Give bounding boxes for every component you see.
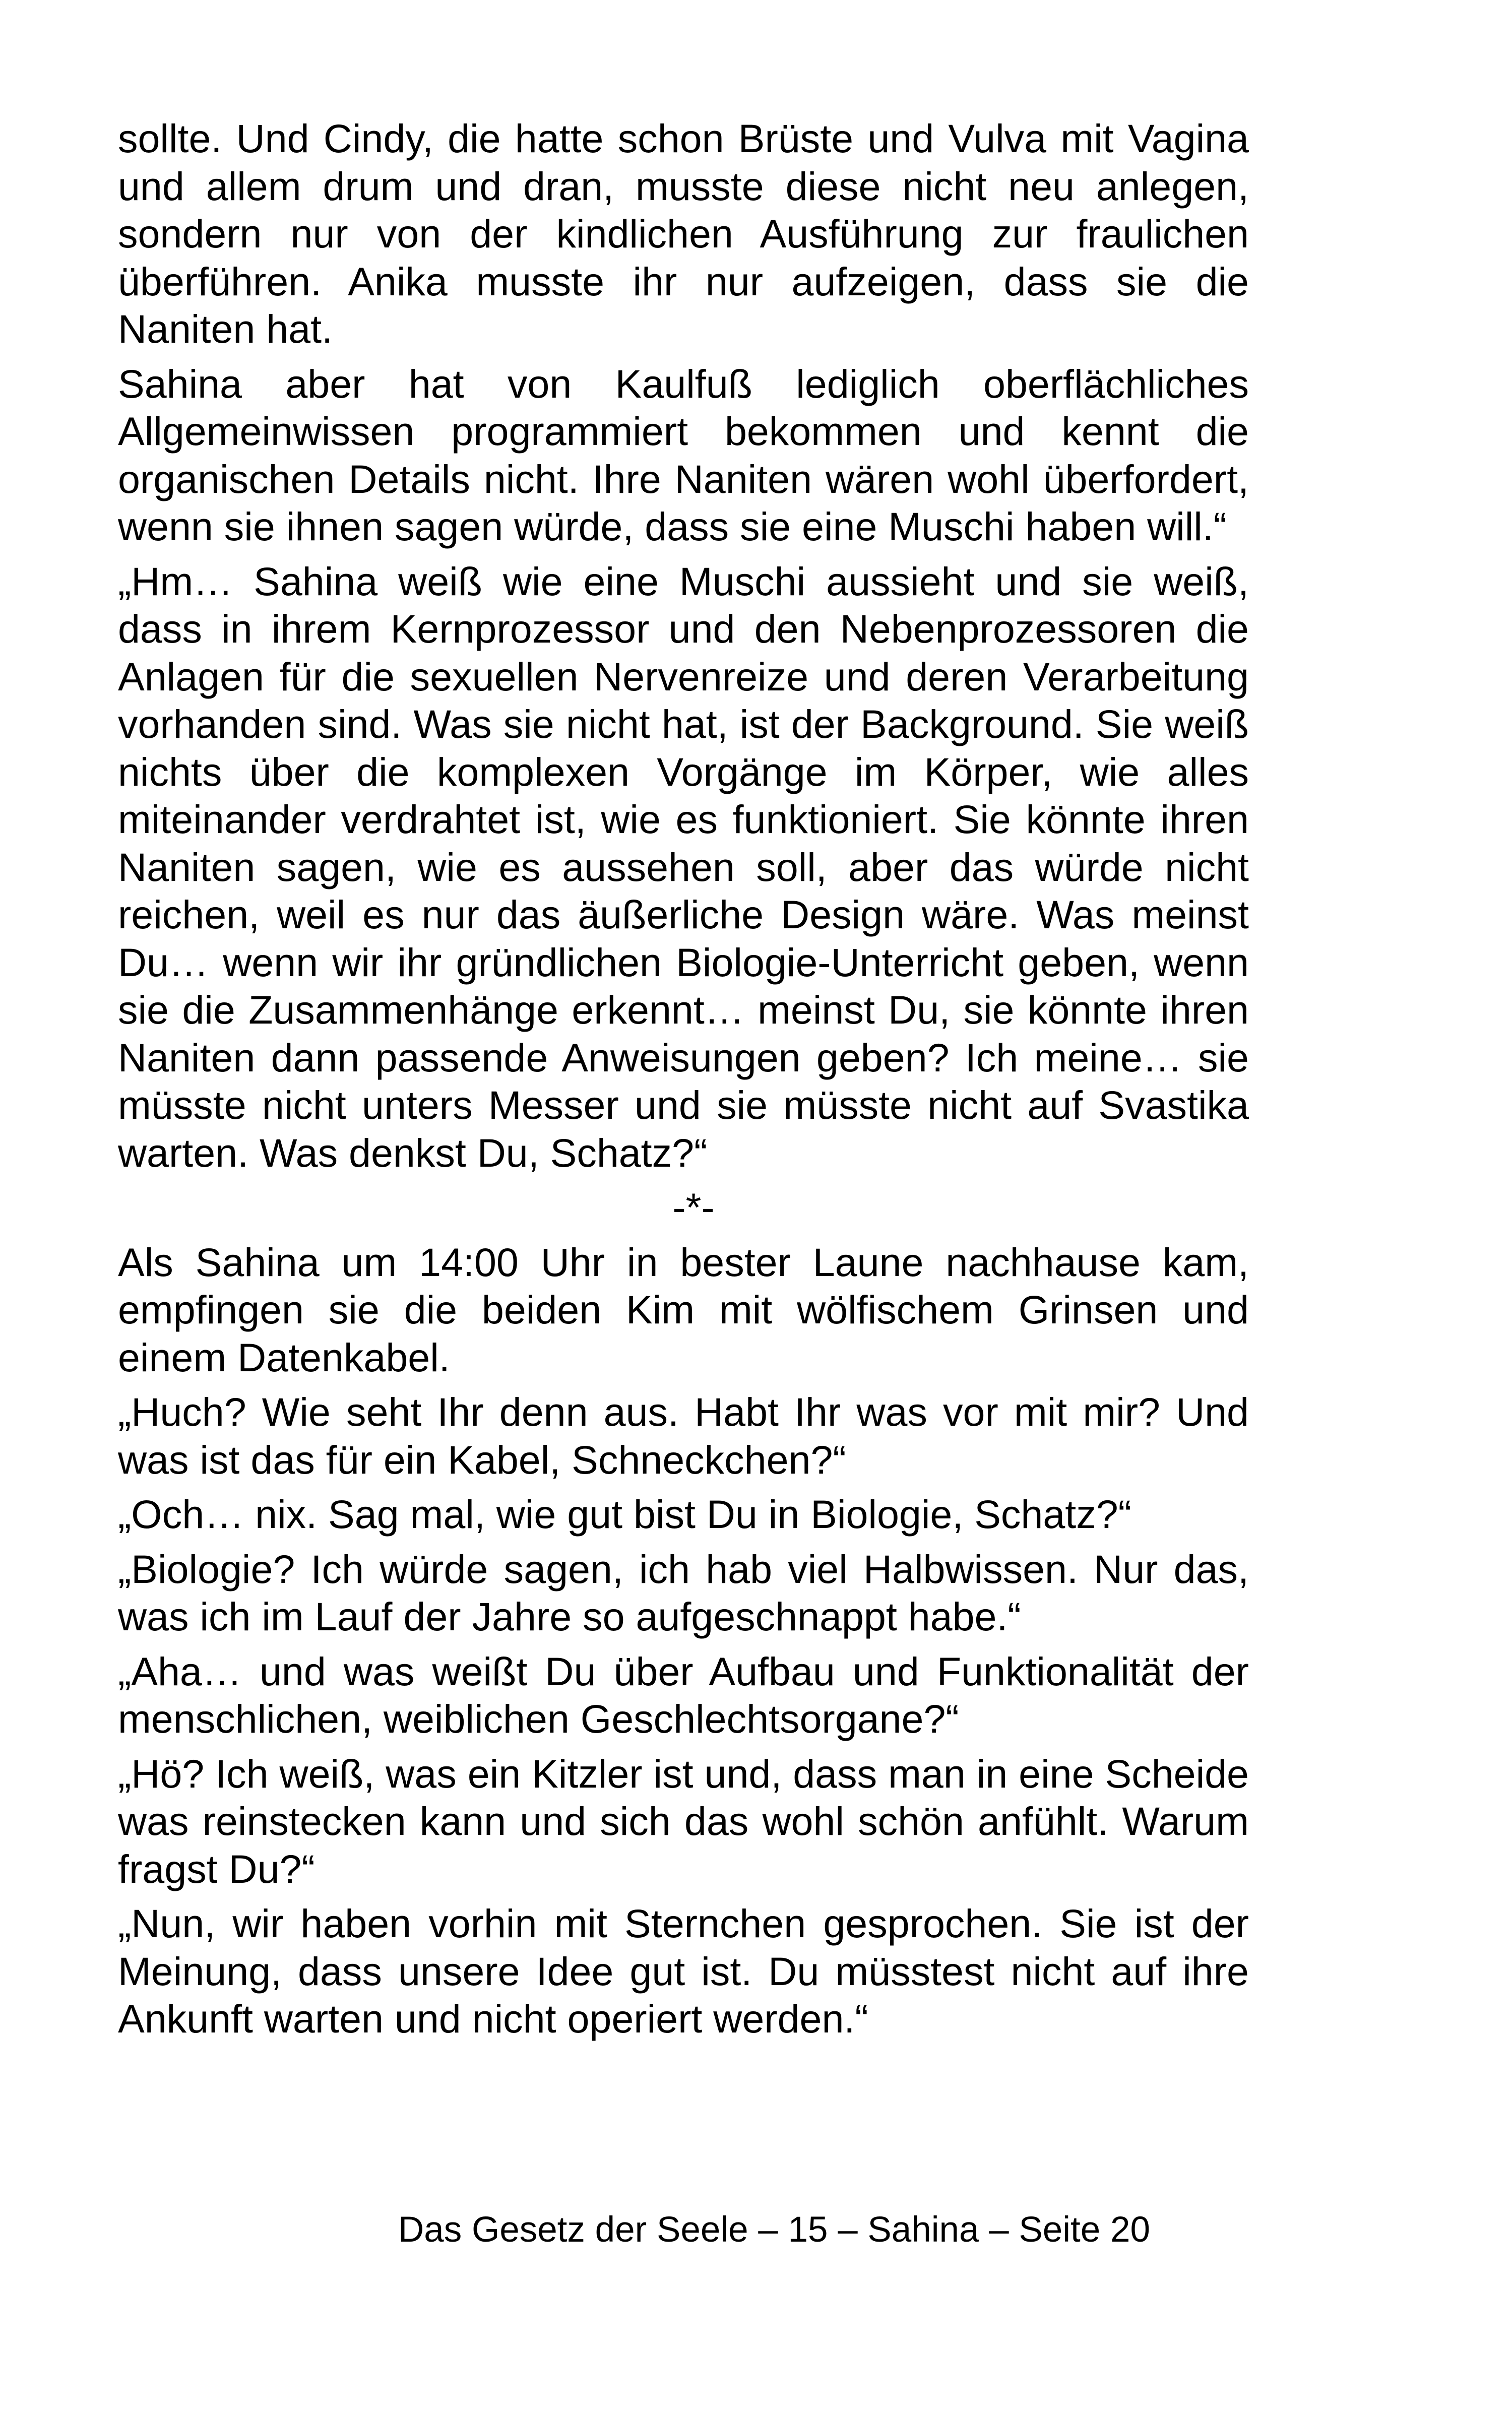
page-footer: Das Gesetz der Seele – 15 – Sahina – Seite 20 <box>398 2210 1150 2250</box>
paragraph: „Nun, wir haben vorhin mit Sternchen gesprochen. Sie ist der Meinung, dass unsere Idee gut ist. Du müsstest nicht auf ihre Ankunft warten und nicht operiert werden.“ <box>118 1901 1249 2041</box>
paragraph: sollte. Und Cindy, die hatte schon Brüste und Vulva mit Vagina und allem drum und dran, musste diese nicht neu anlegen, sondern nur von der kindlichen Ausführung zur fraulichen überführen. Anika musste ihr nur aufzeigen, dass sie die Naniten hat. <box>118 116 1249 351</box>
paragraph: Als Sahina um 14:00 Uhr in bester Laune nachhause kam, empfingen sie die beiden Kim mit wölfischem Grinsen und einem Datenkabel. <box>118 1239 1249 1380</box>
paragraph: „Huch? Wie seht Ihr denn aus. Habt Ihr was vor mit mir? Und was ist das für ein Kabel, Schneckchen?“ <box>118 1389 1249 1482</box>
scene-separator: -*- <box>672 1185 715 1230</box>
paragraph: „Biologie? Ich würde sagen, ich hab viel Halbwissen. Nur das, was ich im Lauf der Jahre so aufgeschnappt habe.“ <box>118 1546 1249 1639</box>
paragraph: „Aha… und was weißt Du über Aufbau und Funktionalität der menschlichen, weiblichen Geschlechtsorgane?“ <box>118 1648 1249 1741</box>
paragraph: „Hm… Sahina weiß wie eine Muschi aussieht und sie weiß, dass in ihrem Kernprozessor und den Nebenprozessoren die Anlagen für die sexuellen Nervenreize und deren Verarbeitung vorhanden sind. Was sie nicht hat, ist der Background. Sie weiß nichts über die komplexen Vorgänge im Körper, wie alles miteinander verdrahtet ist, wie es funktioniert. Sie könnte ihren Naniten sagen, wie es aussehen soll, aber das würde nicht reichen, weil es nur das äußerliche Design wäre. Was meinst Du… wenn wir ihr gründlichen Biologie-Unterricht geben, wenn sie die Zusammenhänge erkennt… meinst Du, sie könnte ihren Naniten dann passende Anweisungen geben? Ich meine… sie müsste nicht unters Messer und sie müsste nicht auf Svastika warten. Was denkst Du, Schatz?“ <box>118 558 1249 1175</box>
page-text <box>118 115 1249 2050</box>
paragraph: Sahina aber hat von Kaulfuß lediglich oberflächliches Allgemeinwissen programmiert bekommen und kennt die organischen Details nicht. Ihre Naniten wären wohl überfordert, wenn sie ihnen sagen würde, dass sie eine Muschi haben will.“ <box>118 361 1249 549</box>
paragraph: „Hö? Ich weiß, was ein Kitzler ist und, dass man in eine Scheide was reinstecken kann und sich das wohl schön anfühlt. Warum fragst Du?“ <box>118 1751 1249 1891</box>
paragraph: „Och… nix. Sag mal, wie gut bist Du in Biologie, Schatz?“ <box>118 1492 1131 1537</box>
